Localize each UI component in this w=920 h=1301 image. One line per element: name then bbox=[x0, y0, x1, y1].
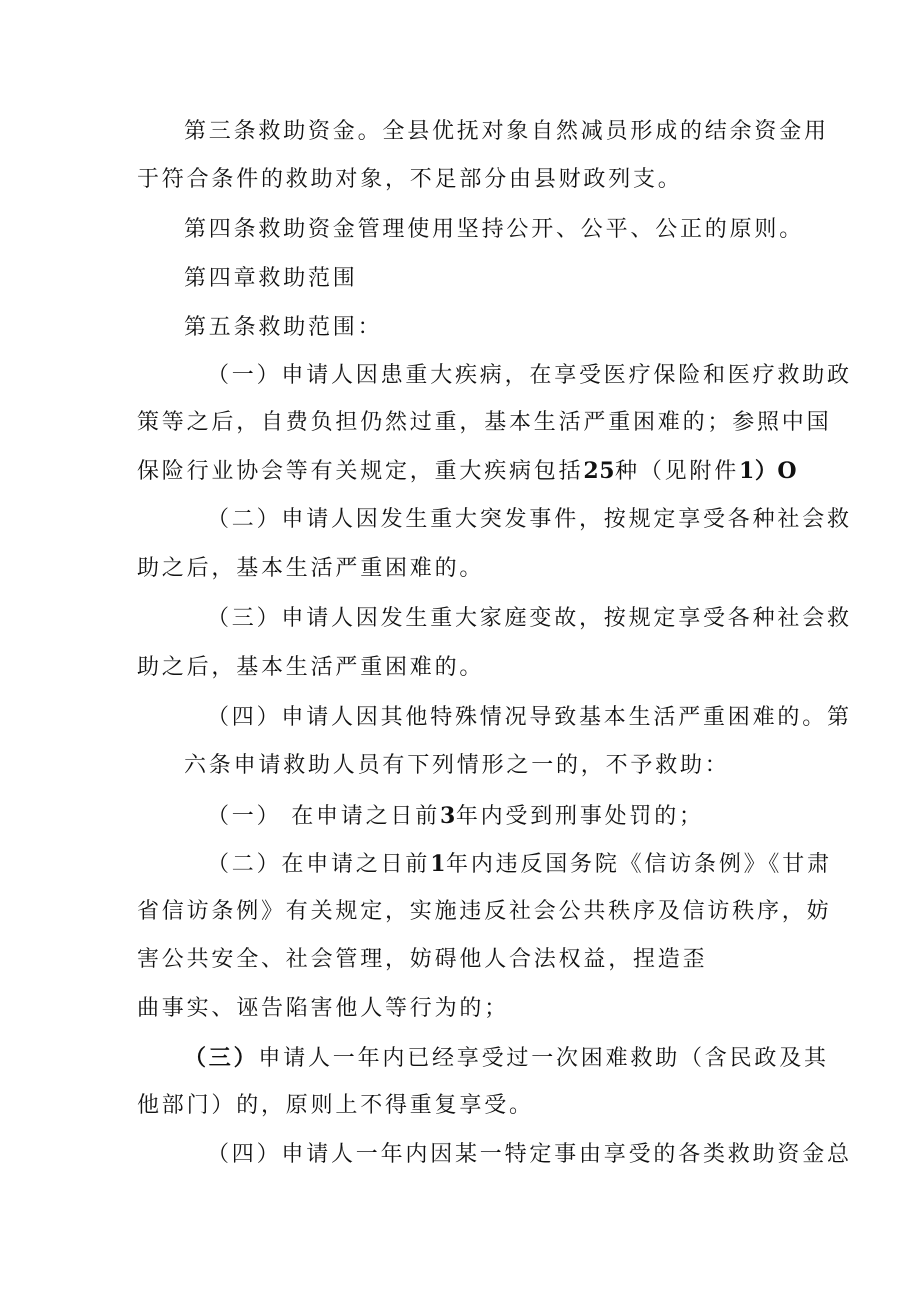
item-4-line-1: （四）申请人因其他特殊情况导致基本生活严重困难的。第 bbox=[207, 705, 852, 730]
item-3-line-1: （三）申请人因发生重大家庭变故，按规定享受各种社会救 bbox=[207, 606, 852, 631]
item-2-line-2: 助之后，基本生活严重困难的。 bbox=[137, 556, 485, 581]
paragraph-article-3-line-1: 第三条救助资金。全县优抚对象自然减员形成的结余资金用 bbox=[184, 119, 829, 144]
attachment-number: 1 bbox=[739, 458, 755, 484]
item-1-line-3-end: ）O bbox=[754, 458, 798, 484]
item-1-line-3-text: 保险行业协会等有关规定，重大疾病包括 bbox=[137, 459, 584, 484]
item-1-line-3-middle: 种（见附件 bbox=[615, 459, 740, 484]
paragraph-article-5: 第五条救助范围： bbox=[184, 315, 383, 340]
exclusion-1-rest: 年内受到刑事处罚的； bbox=[455, 804, 704, 829]
exclusion-2-line-2: 省信访条例》有关规定，实施违反社会公共秩序及信访秩序，妨 bbox=[137, 899, 832, 924]
item-2-line-1: （二）申请人因发生重大突发事件，按规定享受各种社会救 bbox=[207, 507, 852, 532]
disease-count: 25 bbox=[583, 458, 616, 484]
exclusion-2-years: 1 bbox=[430, 851, 447, 877]
exclusion-1 bbox=[207, 796, 867, 836]
item-3-line-2: 助之后，基本生活严重困难的。 bbox=[137, 655, 485, 680]
exclusion-1-text: （一） 在申请之日前 bbox=[207, 804, 440, 829]
exclusion-1-years: 3 bbox=[440, 803, 456, 829]
exclusion-4-line-1: （四）申请人一年内因某一特定事由享受的各类救助资金总 bbox=[207, 1142, 852, 1167]
exclusion-3-text: 申请人一年内已经享受过一次困难救助（含民政及其 bbox=[258, 1046, 829, 1071]
paragraph-article-4: 第四条救助资金管理使用坚持公开、公平、公正的原则。 bbox=[184, 217, 805, 242]
article-6-line: 六条申请救助人员有下列情形之一的，不予救助： bbox=[184, 753, 730, 778]
paragraph-article-3-line-2: 于符合条件的救助对象，不足部分由县财政列支。 bbox=[137, 167, 683, 192]
exclusion-2-rest: 年内违反国务院《信访条例》《甘肃 bbox=[446, 852, 832, 877]
exclusion-2-line-4: 曲事实、诬告陷害他人等行为的； bbox=[137, 996, 510, 1021]
exclusion-2-line-1 bbox=[207, 844, 867, 884]
chapter-4-heading: 第四章救助范围 bbox=[184, 266, 358, 291]
exclusion-3-line-2: 他部门）的，原则上不得重复享受。 bbox=[137, 1093, 534, 1118]
exclusion-3-marker: （三） bbox=[184, 1045, 259, 1071]
exclusion-2-line-3: 害公共安全、社会管理，妨碍他人合法权益，捏造歪 bbox=[137, 947, 708, 972]
item-1-line-2: 策等之后，自费负担仍然过重，基本生活严重困难的；参照中国 bbox=[137, 410, 832, 435]
item-1-line-1: （一）申请人因患重大疾病，在享受医疗保险和医疗救助政 bbox=[207, 363, 852, 388]
exclusion-2-text: （二）在申请之日前 bbox=[207, 852, 431, 877]
item-1-line-3 bbox=[137, 451, 797, 491]
exclusion-3-line-1 bbox=[184, 1038, 844, 1078]
